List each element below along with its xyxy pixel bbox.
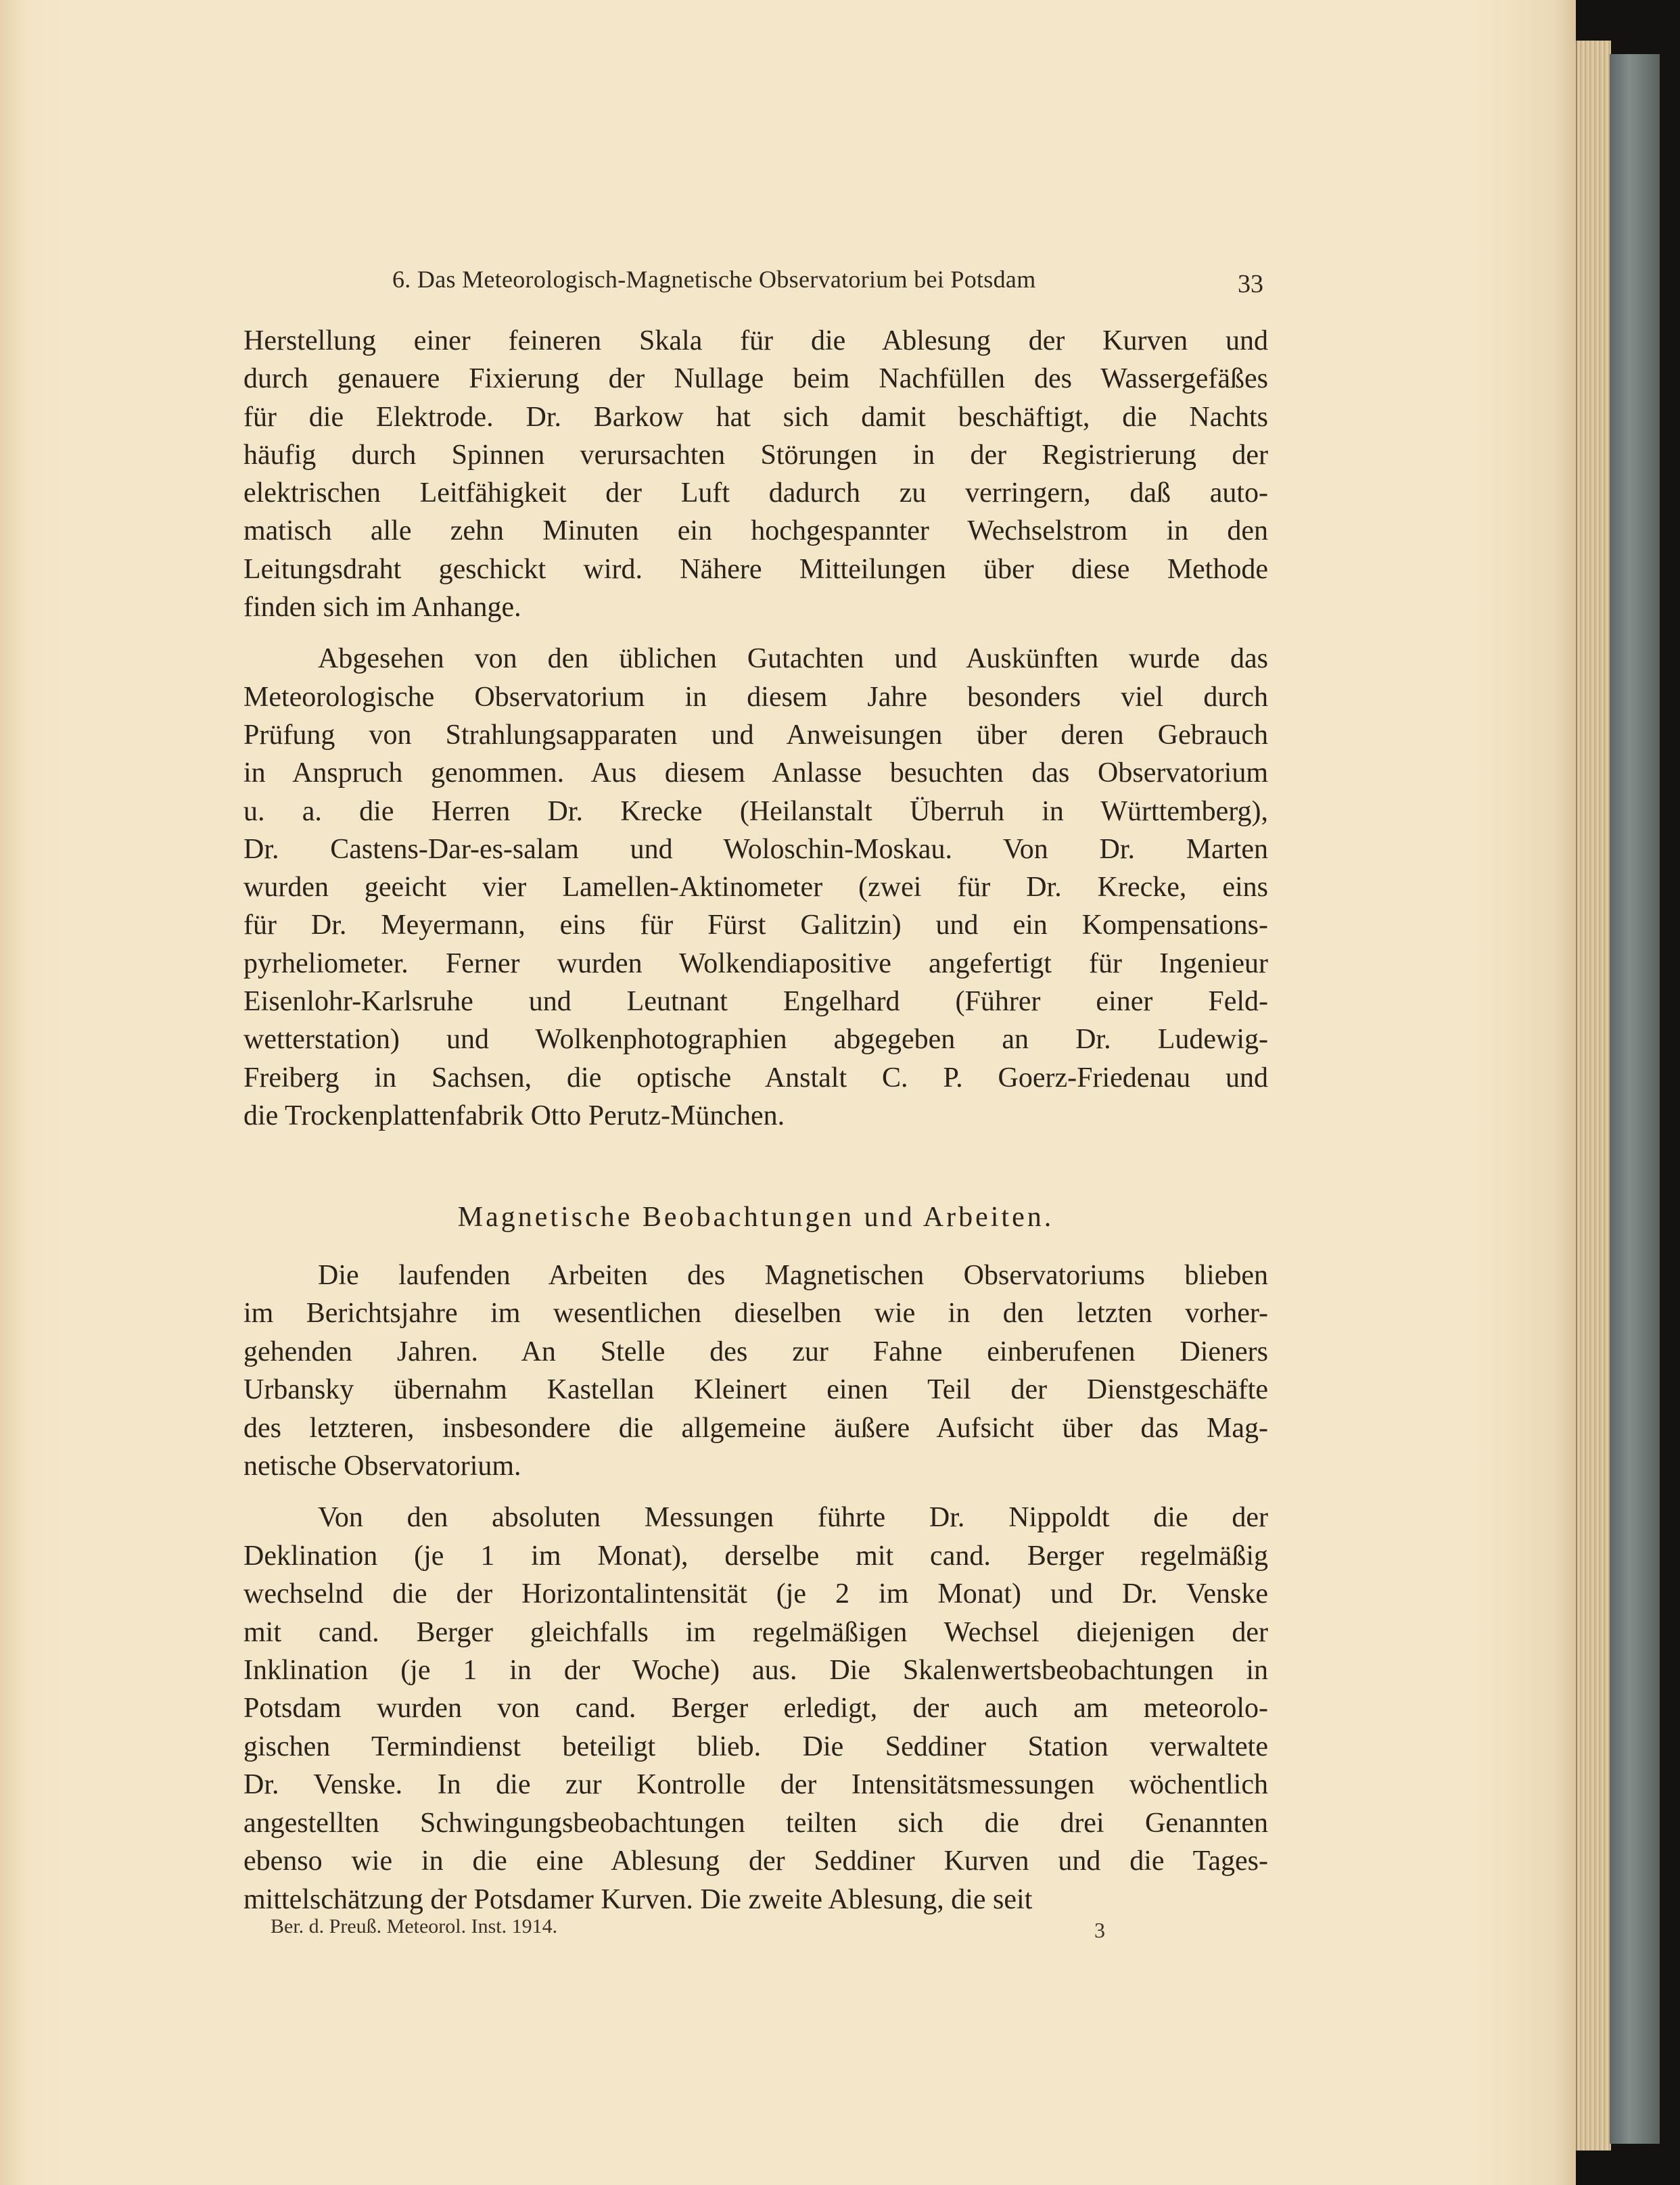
text-line: Freiberg in Sachsen, die optische Anstalt C. P. Goerz-Friedenau und [243, 1062, 1268, 1094]
page-number: 33 [1238, 270, 1263, 298]
paragraph-gap [243, 1485, 1268, 1499]
text-line: ebenso wie in die eine Ablesung der Seddiner Kurven und die Tages- [243, 1846, 1268, 1877]
running-head: 6. Das Meteorologisch-Magnetische Observatorium bei Potsdam [392, 266, 1036, 293]
text-line: Eisenlohr-Karlsruhe und Leutnant Engelhard (Führer einer Feld- [243, 986, 1268, 1018]
text-line: für Dr. Meyermann, eins für Fürst Galitzin) und ein Kompensations- [243, 910, 1268, 941]
text-line: gehenden Jahren. An Stelle des zur Fahne einberufenen Dieners [243, 1336, 1268, 1367]
text-line: elektrischen Leitfähigkeit der Luft dadurch zu verringern, daß auto- [243, 477, 1268, 509]
text-line: Potsdam wurden von cand. Berger erledigt, der auch am meteorolo- [243, 1693, 1268, 1724]
text-line: mit cand. Berger gleichfalls im regelmäßigen Wechsel diejenigen der [243, 1616, 1268, 1648]
text-line: häufig durch Spinnen verursachten Störungen in der Registrierung der [243, 439, 1268, 471]
text-line: netische Observatorium. [243, 1451, 521, 1482]
text-line: die Trockenplattenfabrik Otto Perutz-München. [243, 1100, 785, 1131]
book-cover-edge [1610, 54, 1660, 2144]
paragraph-gap [243, 626, 1268, 640]
text-line: Von den absoluten Messungen führte Dr. Nippoldt die der [318, 1502, 1268, 1534]
text-line: Prüfung von Strahlungsapparaten und Anweisungen über deren Gebrauch [243, 719, 1268, 751]
text-line: für die Elektrode. Dr. Barkow hat sich damit beschäftigt, die Nachts [243, 401, 1268, 433]
text-line: wechselnd die der Horizontalintensität (je 2 im Monat) und Dr. Venske [243, 1578, 1268, 1610]
text-line: gischen Termindienst beteiligt blieb. Die Seddiner Station verwaltete [243, 1731, 1268, 1762]
section-2-text [243, 1256, 1268, 1919]
text-line: in Anspruch genommen. Aus diesem Anlasse besuchten das Observatorium [243, 757, 1268, 789]
text-line: Meteorologische Observatorium in diesem Jahre besonders viel durch [243, 681, 1268, 713]
text-line: Deklination (je 1 im Monat), derselbe mit cand. Berger regelmäßig [243, 1540, 1268, 1572]
page-edges [1576, 41, 1611, 2151]
text-line: wurden geeicht vier Lamellen-Aktinometer (zwei für Dr. Krecke, eins [243, 872, 1268, 903]
text-line: durch genauere Fixierung der Nullage beim Nachfüllen des Wassergefäßes [243, 363, 1268, 395]
text-line: Die laufenden Arbeiten des Magnetischen Observatoriums blieben [318, 1260, 1268, 1291]
text-line: wetterstation) und Wolkenphotographien abgegeben an Dr. Ludewig- [243, 1024, 1268, 1056]
text-line: des letzteren, insbesondere die allgemeine äußere Aufsicht über das Mag- [243, 1412, 1268, 1444]
text-line: Leitungsdraht geschickt wird. Nähere Mitteilungen über diese Methode [243, 553, 1268, 585]
section-heading: Magnetische Beobachtungen und Arbeiten. [457, 1202, 1054, 1233]
paragraph [243, 322, 1268, 626]
text-line: angestellten Schwingungsbeobachtungen teilten sich die drei Genannten [243, 1807, 1268, 1839]
text-line: im Berichtsjahre im wesentlichen dieselben wie in den letzten vorher- [243, 1298, 1268, 1330]
footer-imprint: Ber. d. Preuß. Meteorol. Inst. 1914. [271, 1915, 558, 1937]
text-line: Urbansky übernahm Kastellan Kleinert einen Teil der Dienstgeschäfte [243, 1374, 1268, 1406]
paragraph [243, 1499, 1268, 1918]
signature-mark: 3 [1094, 1918, 1105, 1942]
text-line: finden sich im Anhange. [243, 592, 521, 624]
paragraph [243, 1256, 1268, 1485]
text-line: matisch alle zehn Minuten ein hochgespannter Wechselstrom in den [243, 515, 1268, 547]
text-line: Abgesehen von den üblichen Gutachten und Auskünften wurde das [318, 643, 1268, 675]
text-line: Inklination (je 1 in der Woche) aus. Die Skalenwertsbeobachtungen in [243, 1655, 1268, 1687]
paragraph [243, 640, 1268, 1135]
text-line: Herstellung einer feineren Skala für die Ablesung der Kurven und [243, 325, 1268, 356]
text-line: u. a. die Herren Dr. Krecke (Heilanstalt Überruh in Württemberg), [243, 795, 1268, 827]
text-line: mittelschätzung der Potsdamer Kurven. Die zweite Ablesung, die seit [243, 1883, 1033, 1915]
section-1-text [243, 322, 1268, 1135]
text-line: Dr. Castens-Dar-es-salam und Woloschin-Moskau. Von Dr. Marten [243, 833, 1268, 865]
text-line: pyrheliometer. Ferner wurden Wolkendiapositive angefertigt für Ingenieur [243, 947, 1268, 979]
text-line: Dr. Venske. In die zur Kontrolle der Intensitätsmessungen wöchentlich [243, 1769, 1268, 1801]
